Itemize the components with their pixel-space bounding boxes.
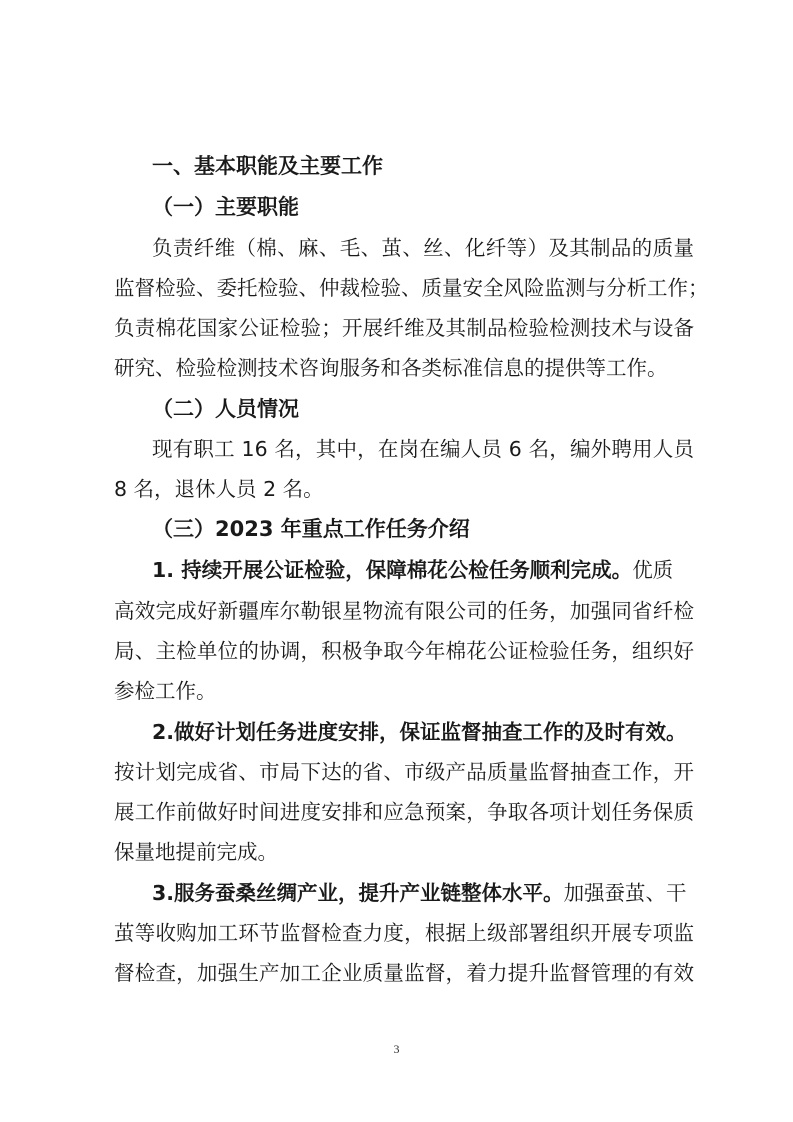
task-text: 优质: [632, 558, 674, 582]
task-title: 3.服务蚕桑丝绸产业，提升产业链整体水平。: [152, 881, 564, 905]
paragraph-line: 局、主检单位的协调，积极争取今年棉花公证检验任务，组织好: [114, 639, 694, 663]
task-title: 2.做好计划任务进度安排，保证监督抽查工作的及时有效。: [152, 720, 687, 744]
subsection-heading: （三）2023 年重点工作任务介绍: [152, 517, 470, 541]
task-text: 加强蚕茧、干: [563, 881, 687, 905]
paragraph-line: 高效完成好新疆库尔勒银星物流有限公司的任务，加强同省纤检: [114, 599, 694, 623]
task-item-first-line: [152, 556, 694, 584]
subsection-heading: （二）人员情况: [152, 397, 299, 421]
page-number: 3: [393, 1042, 400, 1056]
paragraph-line: 监督检验、委托检验、仲裁检验、质量安全风险监测与分析工作；: [114, 276, 709, 300]
task-item-first-line: [152, 718, 694, 746]
task-item-first-line: [152, 879, 694, 907]
paragraph-line: 参检工作。: [114, 679, 217, 703]
paragraph-line: 负责纤维（棉、麻、毛、茧、丝、化纤等）及其制品的质量: [152, 236, 694, 260]
paragraph-line: 茧等收购加工环节监督检查力度，根据上级部署组织开展专项监: [114, 921, 694, 945]
paragraph-line: 研究、检验检测技术咨询服务和各类标准信息的提供等工作。: [114, 356, 668, 380]
paragraph-line: 8 名，退休人员 2 名。: [114, 477, 324, 501]
paragraph-line: 展工作前做好时间进度安排和应急预案，争取各项计划任务保质: [114, 800, 694, 824]
subsection-heading: （一）主要职能: [152, 195, 299, 219]
paragraph-line: 现有职工 16 名，其中，在岗在编人员 6 名，编外聘用人员: [152, 437, 694, 461]
paragraph-line: 督检查，加强生产加工企业质量监督，着力提升监督管理的有效: [114, 961, 694, 985]
paragraph-line: 保量地提前完成。: [114, 840, 278, 864]
paragraph-line: 负责棉花国家公证检验；开展纤维及其制品检验检测技术与设备: [114, 316, 694, 340]
section-heading: 一、基本职能及主要工作: [152, 154, 383, 178]
paragraph-line: 按计划完成省、市局下达的省、市级产品质量监督抽查工作，开: [114, 760, 694, 784]
task-title: 1. 持续开展公证检验，保障棉花公检任务顺利完成。: [152, 558, 633, 582]
